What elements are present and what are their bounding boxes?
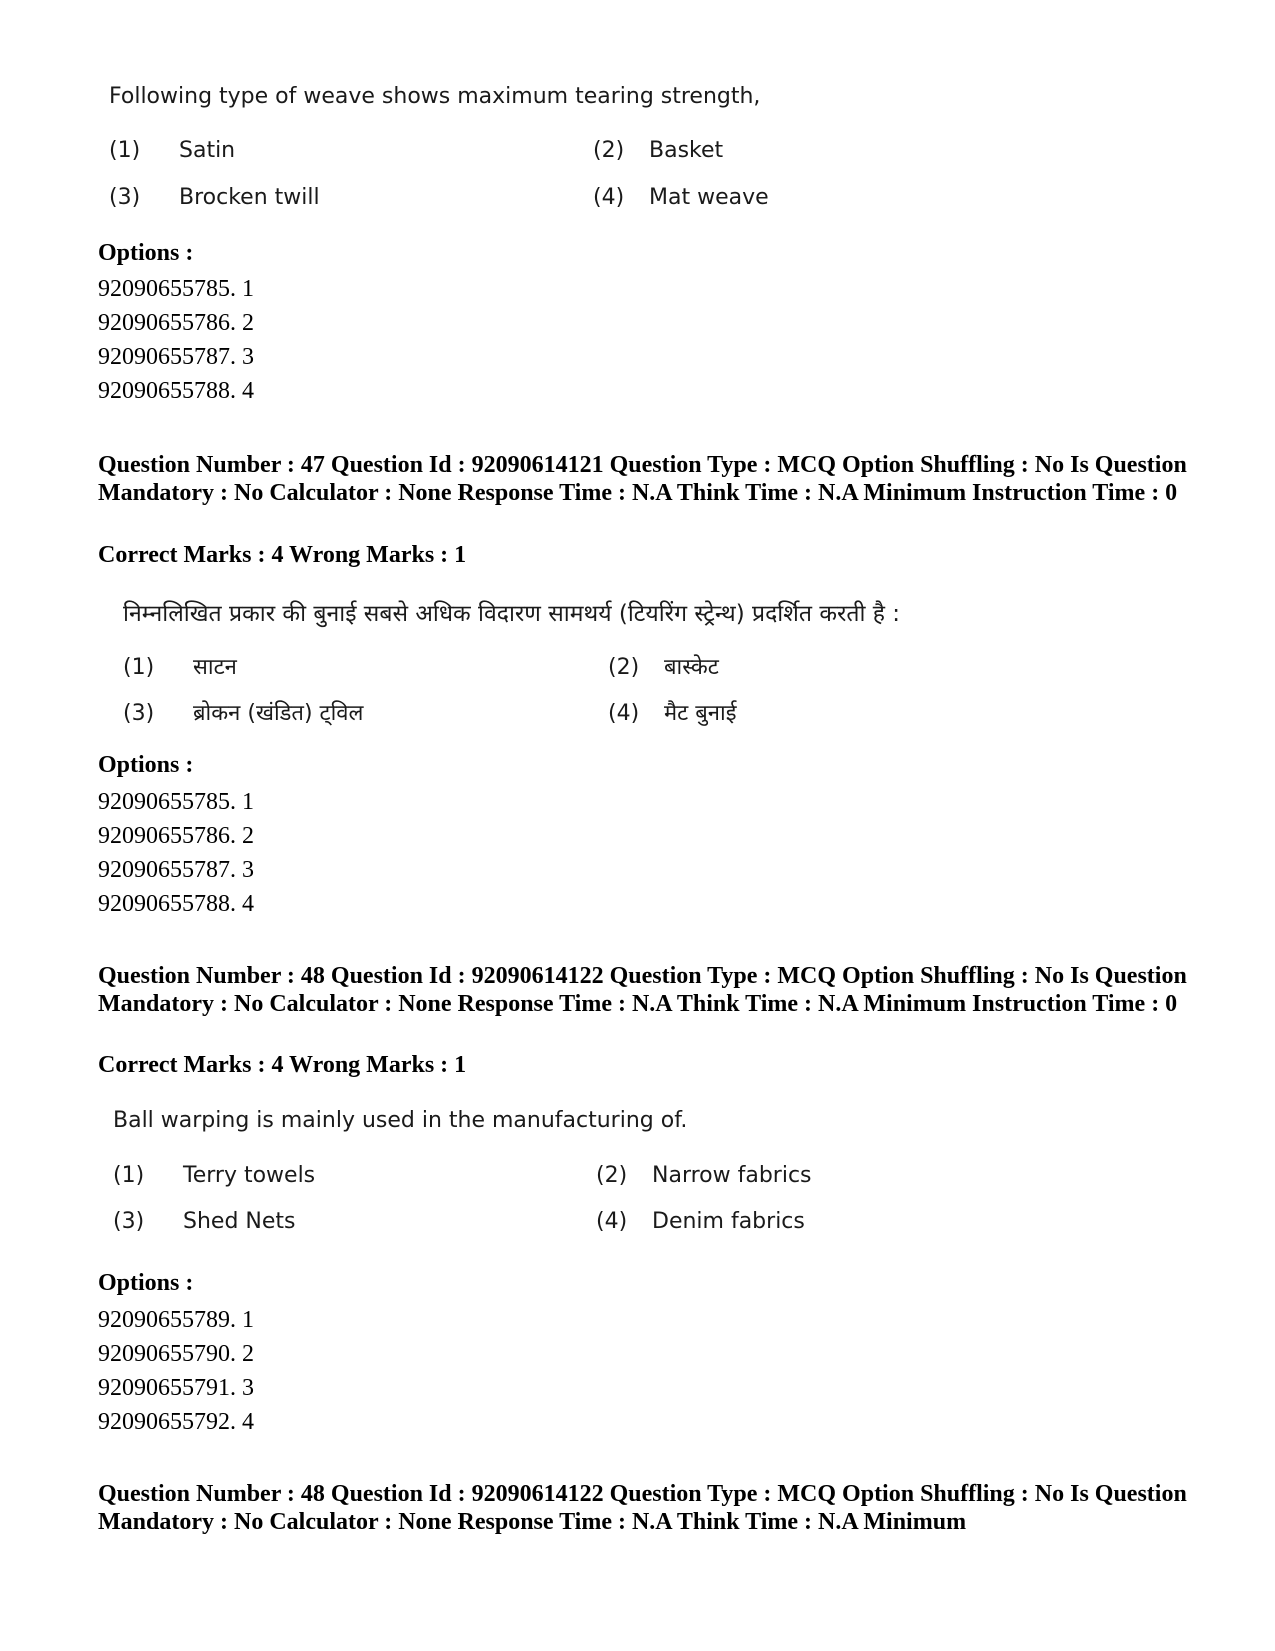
question-marks: Correct Marks : 4 Wrong Marks : 1 — [98, 1052, 467, 1078]
choice-4 — [608, 697, 737, 727]
choice-number: (3) — [109, 185, 141, 210]
choice-label: Denim fabrics — [652, 1209, 805, 1234]
choice-number: (2) — [593, 138, 625, 163]
option-item: 92090655786. 2 — [98, 823, 254, 849]
choice-3 — [109, 185, 320, 210]
choice-4 — [596, 1209, 805, 1234]
question-meta: Question Number : 48 Question Id : 92090614122 Question Type : MCQ Option Shuffling : No Is Question Mandatory : No Calculator : None Response Time : N.A Think Time : N.A Minimum — [98, 1481, 1187, 1535]
question-text: Ball warping is mainly used in the manufacturing of. — [113, 1108, 688, 1133]
choice-number: (2) — [608, 655, 640, 680]
options-heading: Options : — [98, 240, 194, 266]
question-text: निम्नलिखित प्रकार की बुनाई सबसे अधिक विदारण सामथर्य (टियरिंग स्ट्रेन्थ) प्रदर्शित करती है : — [123, 601, 901, 627]
choice-label: साटन — [193, 655, 237, 680]
choice-4 — [593, 185, 769, 210]
option-item: 92090655785. 1 — [98, 276, 254, 302]
choice-label: बास्केट — [664, 655, 719, 680]
option-item: 92090655785. 1 — [98, 789, 254, 815]
choice-1 — [123, 651, 237, 681]
choice-label: मैट बुनाई — [664, 701, 737, 726]
choice-number: (1) — [109, 138, 141, 163]
option-item: 92090655791. 3 — [98, 1375, 254, 1401]
question-text: Following type of weave shows maximum tearing strength, — [109, 84, 761, 109]
choice-number: (1) — [123, 655, 155, 680]
choice-label: Mat weave — [649, 185, 769, 210]
choice-number: (2) — [596, 1163, 628, 1188]
option-item: 92090655787. 3 — [98, 857, 254, 883]
choice-label: Brocken twill — [179, 185, 320, 210]
question-meta: Question Number : 47 Question Id : 92090614121 Question Type : MCQ Option Shuffling : No Is Question Mandatory : No Calculator : None Response Time : N.A Think Time : N.A Minimum Instruction Time : 0 — [98, 452, 1187, 506]
options-heading: Options : — [98, 752, 194, 778]
options-list — [98, 272, 254, 408]
choice-3 — [123, 697, 363, 727]
choice-label: Basket — [649, 138, 724, 163]
choice-number: (3) — [113, 1209, 145, 1234]
question-marks: Correct Marks : 4 Wrong Marks : 1 — [98, 542, 467, 568]
options-list — [98, 785, 254, 921]
choice-label: Shed Nets — [183, 1209, 296, 1234]
choice-label: Narrow fabrics — [652, 1163, 812, 1188]
choice-2 — [596, 1163, 812, 1188]
options-heading: Options : — [98, 1270, 194, 1296]
choice-3 — [113, 1209, 295, 1234]
choice-number: (1) — [113, 1163, 145, 1188]
choice-number: (3) — [123, 701, 155, 726]
option-item: 92090655787. 3 — [98, 344, 254, 370]
option-item: 92090655790. 2 — [98, 1341, 254, 1367]
options-list — [98, 1303, 254, 1439]
choice-number: (4) — [608, 701, 640, 726]
choice-1 — [113, 1163, 315, 1188]
option-item: 92090655788. 4 — [98, 378, 254, 404]
choice-label: Satin — [179, 138, 236, 163]
choice-1 — [109, 138, 235, 163]
choice-number: (4) — [593, 185, 625, 210]
option-item: 92090655788. 4 — [98, 891, 254, 917]
choice-label: Terry towels — [183, 1163, 316, 1188]
choice-number: (4) — [596, 1209, 628, 1234]
question-meta: Question Number : 48 Question Id : 92090614122 Question Type : MCQ Option Shuffling : No Is Question Mandatory : No Calculator : None Response Time : N.A Think Time : N.A Minimum Instruction Time : 0 — [98, 963, 1187, 1017]
option-item: 92090655789. 1 — [98, 1307, 254, 1333]
option-item: 92090655786. 2 — [98, 310, 254, 336]
option-item: 92090655792. 4 — [98, 1409, 254, 1435]
choice-2 — [593, 138, 723, 163]
choice-label: ब्रोकन (खंडित) ट्विल — [193, 701, 364, 726]
choice-2 — [608, 651, 719, 681]
